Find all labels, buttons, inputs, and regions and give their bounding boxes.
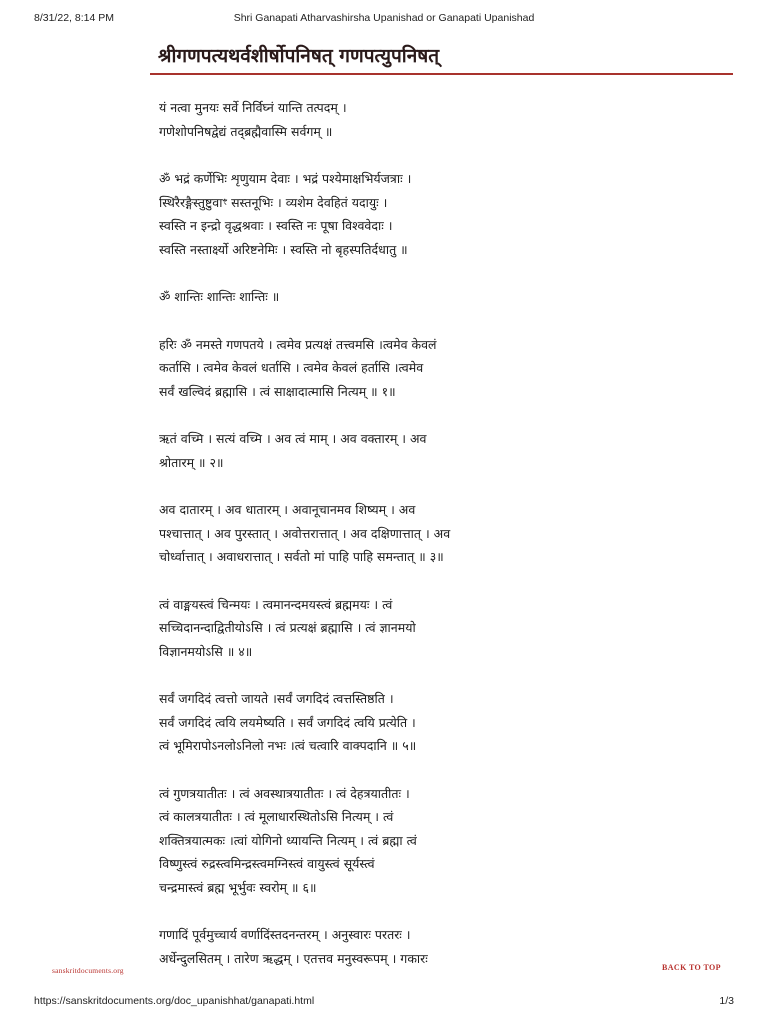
verse-line: त्वं भूमिरापोऽनलोऽनिलो नभः ।त्वं चत्वारि वाक्पदानि ॥ ५॥ — [159, 738, 417, 753]
verse-line: ॐ भद्रं कर्णेभिः शृणुयाम देवाः । भद्रं पश्येमाक्षभिर्यजत्राः । — [159, 171, 412, 186]
page-number: 1/3 — [719, 995, 734, 1007]
print-footer — [0, 995, 768, 1011]
verse-line: ऋतं वच्मि । सत्यं वच्मि । अव त्वं माम् । अव वक्तारम् । अव — [159, 431, 427, 446]
verse-line: विज्ञानमयोऽसि ॥ ४॥ — [159, 643, 253, 659]
back-to-top-link[interactable]: BACK TO TOP — [662, 963, 721, 972]
verse-line: त्वं कालत्रयातीतः । त्वं मूलाधारस्थितोऽसि नित्यम् । त्वं — [159, 809, 394, 824]
verse-line: यं नत्वा मुनयः सर्वे निर्विघ्नं यान्ति तत्पदम् । — [159, 100, 347, 115]
verse-block — [159, 285, 719, 309]
verse-line: स्वस्ति नस्तार्क्ष्यो अरिष्टनेमिः । स्वस्ति नो बृहस्पतिर्दधातु ॥ — [159, 241, 408, 257]
verse-block — [159, 593, 719, 664]
site-link[interactable]: sanskritdocuments.org — [52, 966, 124, 975]
verse-line: स्थिरैरङ्गैस्तुष्टुवाꣳ सस्तनूभिः । व्यशेम देवहितं यदायुः । — [159, 194, 388, 210]
verse-block — [159, 923, 719, 970]
verse-line: त्वं वाङ्मयस्त्वं चिन्मयः । त्वमानन्दमयस्त्वं ब्रह्ममयः । त्वं — [159, 596, 393, 612]
print-page-title: Shri Ganapati Atharvashirsha Upanishad or Ganapati Upanishad — [233, 12, 535, 24]
verse-block — [159, 427, 719, 474]
page-url: https://sanskritdocuments.org/doc_upanishhat/ganapati.html — [34, 995, 315, 1007]
print-datetime: 8/31/22, 8:14 PM — [34, 12, 114, 24]
verse-line: अर्धेन्दुलसितम् । तारेण ऋद्धम् । एतत्तव मनुस्वरूपम् । गकारः — [159, 950, 428, 966]
title-divider — [150, 73, 733, 75]
verse-line: सर्वं खल्विदं ब्रह्मासि । त्वं साक्षादात्मासि नित्यम् ॥ १॥ — [159, 383, 396, 399]
verse-line: सर्वं जगदिदं त्वयि लयमेष्यति । सर्वं जगदिदं त्वयि प्रत्येति । — [159, 714, 416, 730]
verse-line: गणादिं पूर्वमुच्चार्य वर्णादिंस्तदनन्तरम् । अनुस्वारः परतरः । — [159, 927, 411, 942]
verse-line: चन्द्रमास्त्वं ब्रह्म भूर्भुवः स्वरोम् ॥ ६॥ — [159, 879, 317, 895]
verse-line: कर्तासि । त्वमेव केवलं धर्तासि । त्वमेव केवलं हर्तासि ।त्वमेव — [159, 360, 424, 375]
verse-line: त्वं गुणत्रयातीतः । त्वं अवस्थात्रयातीतः । त्वं देहत्रयातीतः । — [159, 785, 410, 801]
verse-line: ॐ शान्तिः शान्तिः शान्तिः ॥ — [159, 289, 280, 304]
verse-line: स्वस्ति न इन्द्रो वृद्धश्रवाः । स्वस्ति नः पूषा विश्ववेदाः । — [159, 218, 393, 233]
verse-block — [159, 96, 719, 143]
verse-line: हरिः ॐ नमस्ते गणपतये । त्वमेव प्रत्यक्षं तत्त्वमसि ।त्वमेव केवलं — [159, 336, 437, 352]
verse-line: विष्णुस्त्वं रुद्रस्त्वमिन्द्रस्त्वमग्निस्त्वं वायुस्त्वं सूर्यस्त्वं — [159, 856, 375, 871]
verse-line: श्रोतारम् ॥ २॥ — [159, 454, 224, 470]
verse-line: गणेशोपनिषद्वेद्यं तद्ब्रह्मैवास्मि सर्वगम् ॥ — [159, 123, 333, 139]
verse-block — [159, 333, 719, 404]
verse-line: शक्तित्रयात्मकः ।त्वां योगिनो ध्यायन्ति नित्यम् । त्वं ब्रह्मा त्वं — [159, 832, 417, 848]
verse-line: चोर्ध्वात्तात् । अवाधरात्तात् । सर्वतो मां पाहि पाहि समन्तात् ॥ ३॥ — [159, 549, 444, 564]
verse-block — [159, 498, 719, 569]
verse-line: सच्चिदानन्दाद्वितीयोऽसि । त्वं प्रत्यक्षं ब्रह्मासि । त्वं ज्ञानमयो — [159, 620, 416, 635]
print-header — [0, 12, 768, 28]
verse-block — [159, 687, 719, 758]
verse-line: अव दातारम् । अव धातारम् । अवानूचानमव शिष्यम् । अव — [159, 502, 416, 517]
verse-line: सर्वं जगदिदं त्वत्तो जायते ।सर्वं जगदिदं त्वत्तस्तिष्ठति । — [159, 691, 394, 706]
text-body — [159, 96, 719, 994]
document-title: श्रीगणपत्यथर्वशीर्षोपनिषत् गणपत्युपनिषत् — [158, 45, 440, 67]
verse-block — [159, 167, 719, 261]
verse-line: पश्चात्तात् । अव पुरस्तात् । अवोत्तरात्तात् । अव दक्षिणात्तात् । अव — [159, 525, 451, 541]
verse-block — [159, 782, 719, 900]
